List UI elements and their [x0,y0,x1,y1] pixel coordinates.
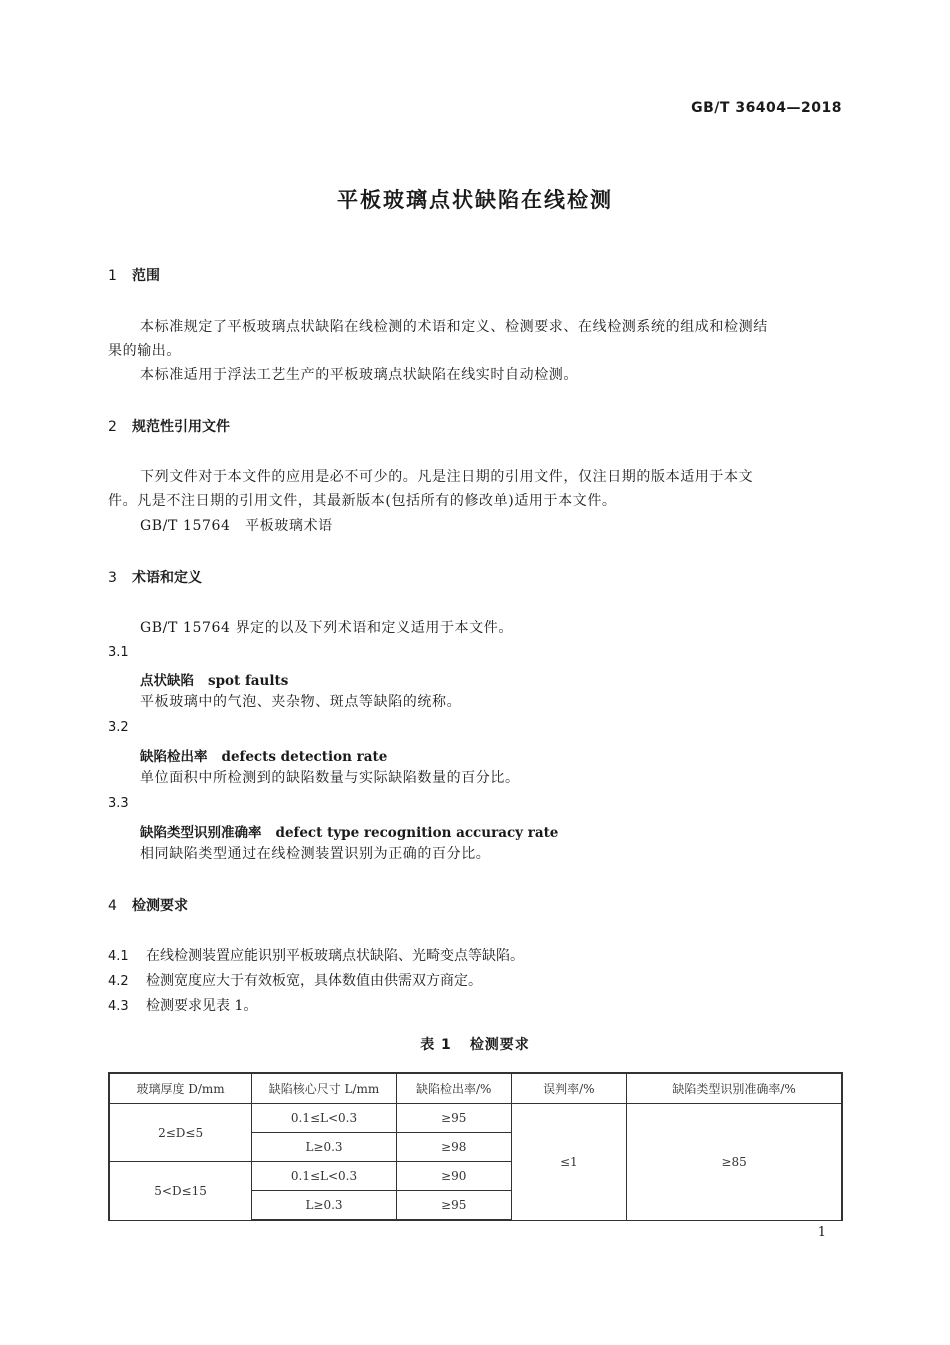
cell-core-size: L≥0.3 [252,1133,397,1162]
header-accuracy: 缺陷类型识别准确率/% [627,1073,842,1104]
clause-text: 检测要求见表 1。 [146,998,258,1014]
requirement-item [108,970,482,990]
term-en: defect type recognition accuracy rate [275,825,559,841]
cell-detection-rate: ≥95 [396,1191,511,1221]
requirement-item [108,945,524,965]
header-detection-rate: 缺陷检出率/% [396,1073,511,1104]
section-title: 检测要求 [132,898,188,914]
paragraph-line: GB/T 15764 界定的以及下列术语和定义适用于本文件。 [140,620,513,636]
clause-number: 4.2 [108,974,129,989]
table-header-row [109,1073,842,1104]
requirements-table [108,1072,843,1221]
section-heading-1 [108,265,160,285]
normative-reference: GB/T 15764 平板玻璃术语 [140,518,333,534]
section-heading-2 [108,416,230,436]
term-entry [140,669,288,689]
cell-core-size: 0.1≤L<0.3 [252,1104,397,1133]
paragraph-line: 下列文件对于本文件的应用是必不可少的。凡是注日期的引用文件，仅注日期的版本适用于本文 [140,469,754,485]
cell-false-rate: ≤1 [511,1104,627,1221]
paragraph-line: 件。凡是不注日期的引用文件，其最新版本(包括所有的修改单)适用于本文件。 [108,493,617,509]
table-title: 检测要求 [469,1037,530,1053]
table-label: 表 1 [420,1037,452,1053]
header-false-rate: 误判率/% [511,1073,627,1104]
section-title: 规范性引用文件 [132,419,230,435]
document-title: 平板玻璃点状缺陷在线检测 [337,188,613,212]
paragraph-line: 本标准适用于浮法工艺生产的平板玻璃点状缺陷在线实时自动检测。 [140,367,578,383]
cell-detection-rate: ≥98 [396,1133,511,1162]
clause-number: 4.1 [108,949,129,964]
header-thickness: 玻璃厚度 D/mm [109,1073,252,1104]
header-core-size: 缺陷核心尺寸 L/mm [252,1073,397,1104]
term-zh: 点状缺陷 [140,673,194,689]
table-row [109,1104,842,1133]
paragraph-line: 果的输出。 [108,343,181,359]
term-number: 3.2 [108,720,129,735]
section-heading-3 [108,567,202,587]
section-number: 2 [108,419,117,435]
term-entry [140,745,387,765]
term-number: 3.3 [108,796,129,811]
term-definition: 平板玻璃中的气泡、夹杂物、斑点等缺陷的统称。 [140,694,462,710]
section-title: 术语和定义 [132,570,202,586]
term-zh: 缺陷检出率 [140,749,208,765]
standard-number: GB/T 36404—2018 [691,100,842,116]
term-number: 3.1 [108,645,129,660]
section-heading-4 [108,895,188,915]
section-number: 1 [108,268,117,284]
table-caption [0,1034,950,1054]
cell-detection-rate: ≥90 [396,1162,511,1191]
requirement-item [108,995,257,1015]
section-title: 范围 [132,268,160,284]
term-zh: 缺陷类型识别准确率 [140,825,262,841]
term-definition: 相同缺陷类型通过在线检测装置识别为正确的百分比。 [140,846,491,862]
term-en: spot faults [208,673,289,689]
term-en: defects detection rate [221,749,388,765]
term-definition: 单位面积中所检测到的缺陷数量与实际缺陷数量的百分比。 [140,770,520,786]
section-number: 3 [108,570,117,586]
clause-number: 4.3 [108,999,129,1014]
section-number: 4 [108,898,117,914]
term-entry [140,821,558,841]
cell-accuracy: ≥85 [627,1104,842,1221]
page-number: 1 [817,1225,826,1240]
clause-text: 在线检测装置应能识别平板玻璃点状缺陷、光畸变点等缺陷。 [146,948,524,964]
paragraph-line: 本标准规定了平板玻璃点状缺陷在线检测的术语和定义、检测要求、在线检测系统的组成和检测结 [140,319,768,335]
cell-core-size: L≥0.3 [252,1191,397,1221]
clause-text: 检测宽度应大于有效板宽，具体数值由供需双方商定。 [146,973,482,989]
cell-core-size: 0.1≤L<0.3 [252,1162,397,1191]
cell-detection-rate: ≥95 [396,1104,511,1133]
cell-thickness: 5<D≤15 [109,1162,252,1221]
cell-thickness: 2≤D≤5 [109,1104,252,1162]
